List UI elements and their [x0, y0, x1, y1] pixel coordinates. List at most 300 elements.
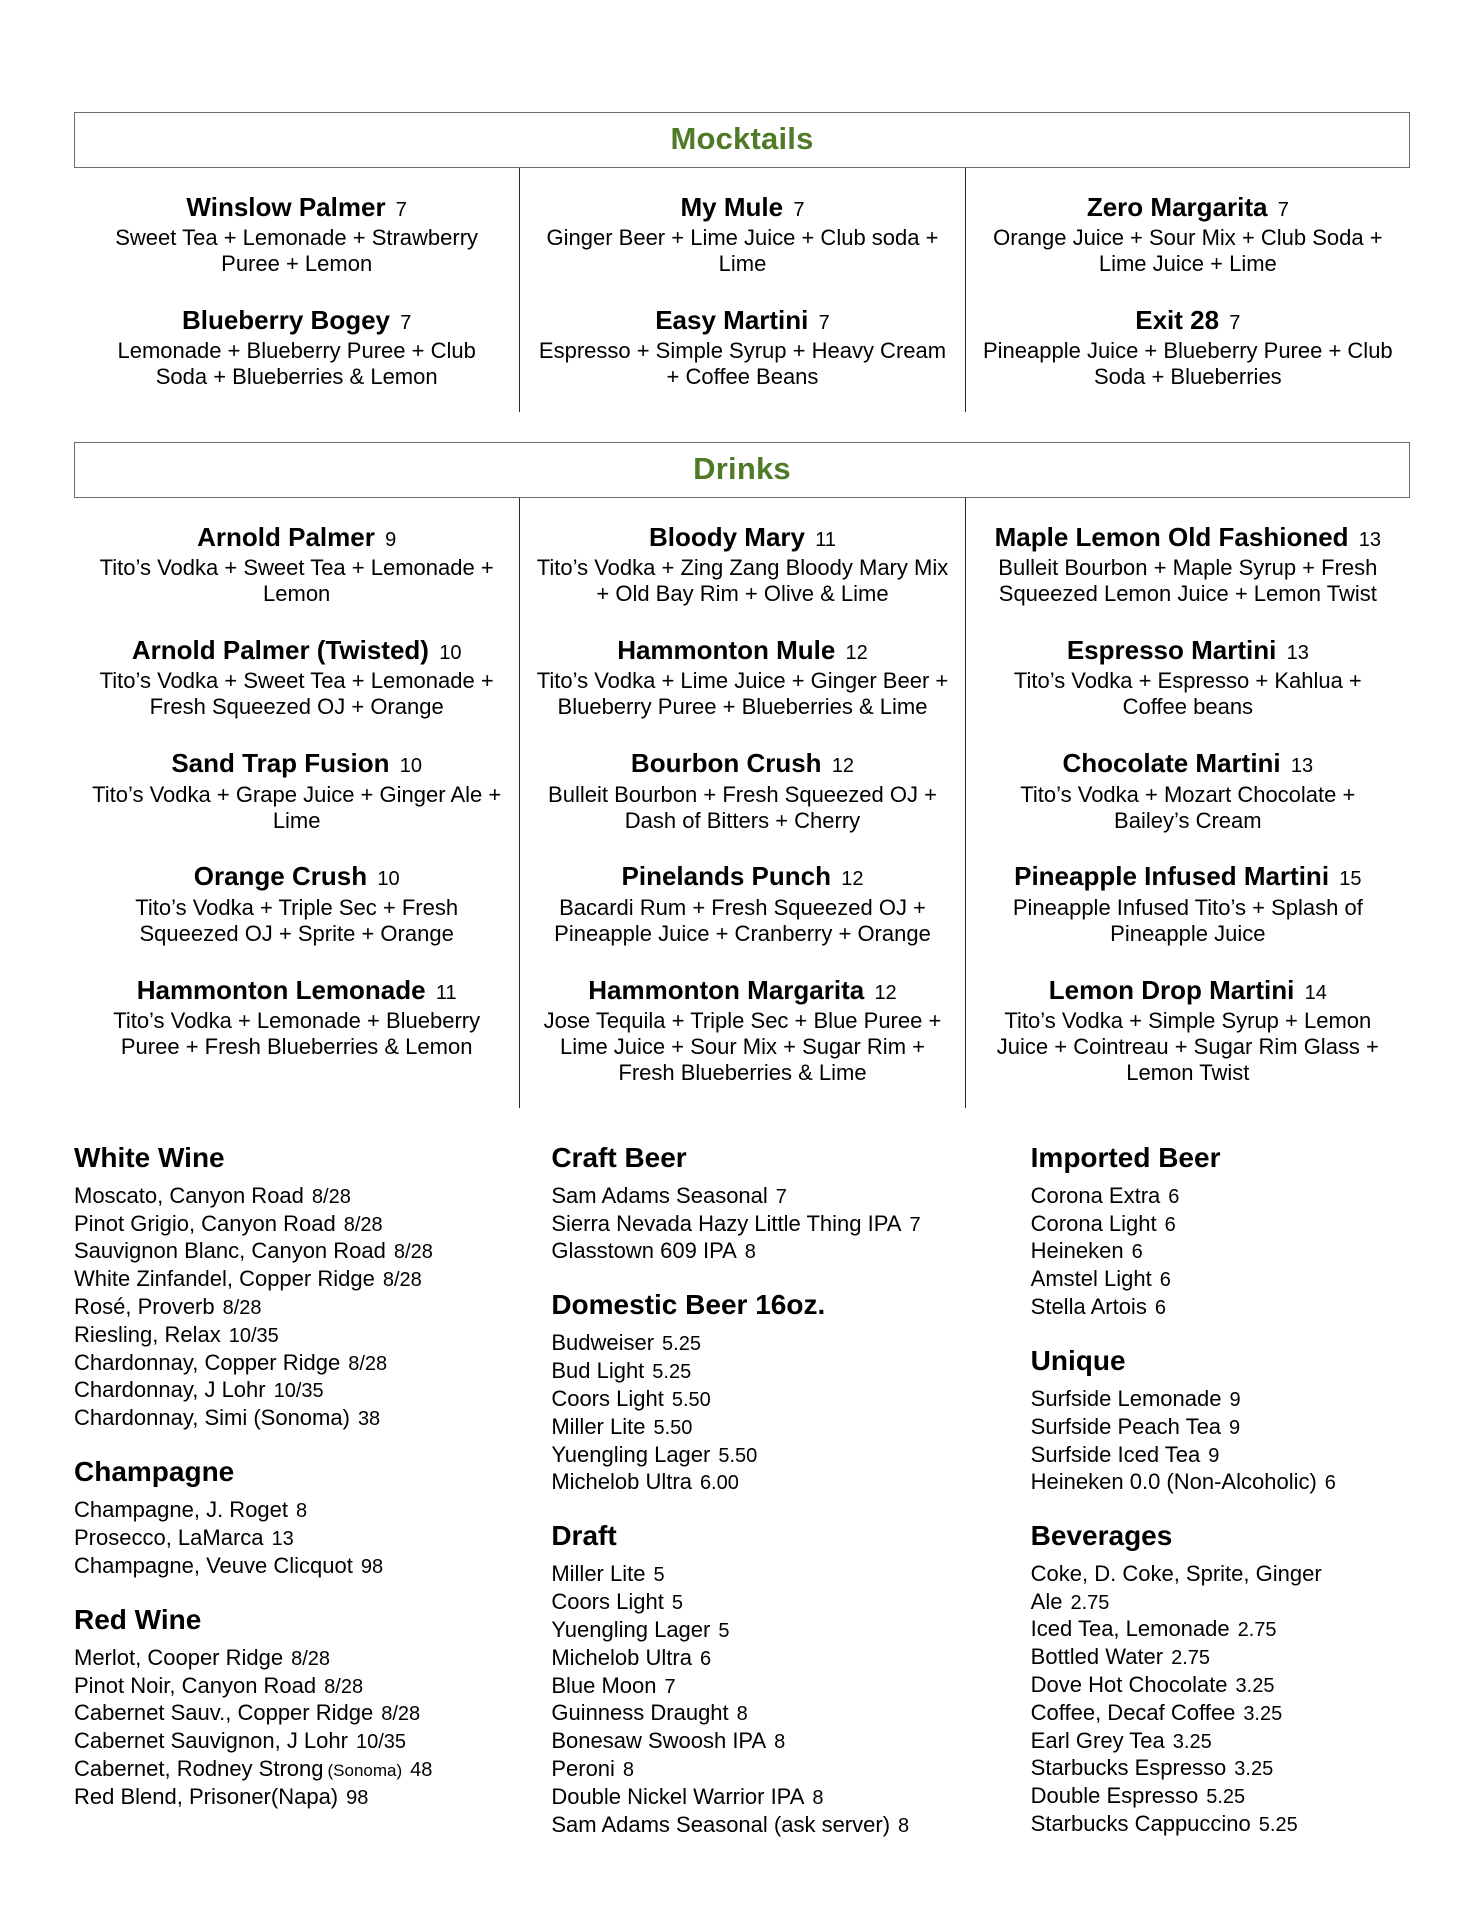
menu-item-winslow-palmer — [90, 192, 503, 277]
list-item-name: Heineken 0.0 (Non-Alcoholic) — [1030, 1469, 1317, 1495]
list-item-name: Merlot, Cooper Ridge — [74, 1644, 284, 1670]
list-item-price: 5 — [718, 1619, 730, 1642]
list-item-name: Chardonnay, Simi (Sonoma) — [74, 1405, 350, 1431]
list-item-bud-light — [551, 1357, 950, 1385]
list-item-name: Corona Extra — [1030, 1182, 1161, 1208]
list-item-michelob-ultra — [551, 1644, 950, 1672]
list-group-champagne — [74, 1456, 505, 1580]
list-item-name: Cabernet, Rodney Strong — [74, 1755, 324, 1781]
list-item-chardonnay-copper-ridge — [74, 1349, 505, 1377]
list-item-red-blend-prisoner-napa — [74, 1783, 505, 1811]
list-item-name: White Zinfandel, Copper Ridge — [74, 1266, 375, 1292]
list-item-name: Bonesaw Swoosh IPA — [551, 1728, 767, 1754]
list-group-unique — [1031, 1345, 1396, 1496]
list-item-heineken-0-0-non-alcoholic — [1031, 1468, 1396, 1496]
list-item-price: 8/28 — [343, 1213, 383, 1236]
list-item-name: Stella Artois — [1030, 1293, 1147, 1319]
list-item-cabernet-sauv-copper-ridge — [74, 1699, 505, 1727]
list-item-champagne-j-roget — [74, 1496, 505, 1524]
list-item-price: 8/28 — [311, 1185, 351, 1208]
list-group-title: Champagne — [74, 1455, 235, 1487]
list-item-price: 7 — [775, 1185, 787, 1208]
list-item-sierra-nevada-hazy-little-thing-ipa — [551, 1210, 950, 1238]
list-item-cabernet-rodney-strong — [74, 1755, 505, 1783]
list-item-yuengling-lager — [551, 1441, 950, 1469]
menu-item-hammonton-mule — [536, 635, 948, 720]
list-item-surfside-iced-tea — [1031, 1441, 1396, 1469]
list-item-white-zinfandel-copper-ridge — [74, 1265, 505, 1293]
list-item-michelob-ultra — [551, 1468, 950, 1496]
list-item-name: Sam Adams Seasonal — [551, 1182, 768, 1208]
menu-item-espresso-martini — [982, 635, 1394, 720]
list-item-name: Iced Tea, Lemonade — [1030, 1616, 1230, 1642]
item-price: 10 — [399, 755, 422, 778]
list-item-name: Blue Moon — [551, 1672, 657, 1698]
list-group-imported-beer — [1031, 1142, 1396, 1321]
list-item-name: Rosé, Proverb — [74, 1293, 215, 1319]
list-item-price: 8/28 — [393, 1241, 433, 1264]
list-item-cabernet-sauvignon-j-lohr — [74, 1727, 505, 1755]
list-item-price: 8 — [736, 1703, 748, 1726]
list-item-pinot-grigio-canyon-road — [74, 1210, 505, 1238]
item-price: 7 — [400, 312, 412, 335]
list-item-blue-moon — [551, 1672, 950, 1700]
item-name: Zero Margarita — [1086, 192, 1268, 222]
list-item-corona-light — [1031, 1210, 1396, 1238]
item-title — [982, 305, 1394, 336]
item-description: Tito’s Vodka + Simple Syrup + Lemon Juice + Cointreau + Sugar Rim Glass + Lemon Twist — [996, 1007, 1379, 1085]
list-group-title: Imported Beer — [1030, 1141, 1221, 1173]
list-item-price: 5.25 — [662, 1333, 701, 1356]
item-price: 13 — [1358, 529, 1382, 552]
item-name: Easy Martini — [655, 305, 809, 336]
list-item-name: Dove Hot Chocolate — [1030, 1672, 1228, 1697]
list-item-name: Surfside Lemonade — [1030, 1385, 1222, 1411]
list-item-earl-grey-tea — [1031, 1727, 1396, 1755]
drinks-columns — [74, 498, 1410, 1107]
list-item-note: (Sonoma) — [327, 1760, 403, 1780]
list-item-double-espresso — [1031, 1782, 1396, 1810]
item-price: 7 — [818, 312, 830, 335]
list-column-3 — [965, 1142, 1410, 1849]
list-column-1 — [74, 1142, 519, 1849]
item-name: Pinelands Punch — [621, 861, 831, 892]
list-item-coors-light — [551, 1385, 950, 1413]
list-item-starbucks-cappuccino — [1031, 1810, 1396, 1838]
item-name: Hammonton Margarita — [588, 974, 865, 1005]
item-title — [536, 305, 948, 336]
list-item-name: Sauvignon Blanc, Canyon Road — [74, 1238, 386, 1264]
list-column-2 — [519, 1142, 964, 1849]
menu-item-pinelands-punch — [536, 861, 948, 946]
list-item-price: 2.75 — [1070, 1591, 1110, 1614]
list-item-dove-hot-chocolate — [1031, 1671, 1396, 1699]
item-description: Orange Juice + Sour Mix + Club Soda + Lime Juice + Lime — [993, 225, 1383, 277]
item-name: Hammonton Lemonade — [136, 974, 426, 1005]
list-item-name: Miller Lite — [551, 1561, 646, 1587]
menu-item-hammonton-margarita — [536, 975, 948, 1086]
drinks-title: Drinks — [693, 451, 791, 487]
item-title — [536, 635, 948, 666]
list-item-price: 5.25 — [1206, 1786, 1246, 1809]
list-group-draft — [551, 1520, 950, 1838]
list-group-domestic-beer-16oz — [551, 1289, 950, 1496]
item-title — [982, 748, 1394, 779]
list-item-name: Guinness Draught — [551, 1700, 729, 1726]
list-item-name: Pinot Grigio, Canyon Road — [74, 1210, 336, 1236]
list-item-price: 9 — [1229, 1416, 1241, 1439]
item-name: My Mule — [680, 192, 784, 222]
drinks-column-3 — [965, 498, 1410, 1107]
item-description: Pineapple Infused Tito’s + Splash of Pineapple Juice — [1012, 894, 1363, 946]
item-name: Bloody Mary — [648, 522, 805, 553]
item-description: Tito’s Vodka + Espresso + Kahlua + Coffee beans — [1013, 668, 1362, 720]
list-item-guinness-draught — [551, 1699, 950, 1727]
menu-item-arnold-palmer — [90, 522, 503, 607]
drinks-column-2 — [519, 498, 964, 1107]
menu-item-lemon-drop-martini — [982, 975, 1394, 1086]
menu-item-orange-crush — [90, 861, 503, 946]
menu-item-maple-lemon-old-fashioned — [982, 522, 1394, 607]
list-item-heineken — [1031, 1237, 1396, 1265]
item-description: Sweet Tea + Lemonade + Strawberry Puree + Lemon — [115, 225, 479, 277]
item-description: Pineapple Juice + Blueberry Puree + Club Soda + Blueberries — [982, 338, 1393, 390]
list-item-corona-extra — [1031, 1182, 1396, 1210]
item-price: 10 — [377, 868, 400, 891]
list-item-amstel-light — [1031, 1265, 1396, 1293]
list-item-price: 5.50 — [671, 1388, 711, 1411]
list-item-name: Budweiser — [551, 1330, 655, 1356]
item-description: Tito’s Vodka + Triple Sec + Fresh Squeezed OJ + Sprite + Orange — [135, 894, 459, 946]
list-item-price: 8/28 — [222, 1296, 262, 1319]
item-description: Tito’s Vodka + Sweet Tea + Lemonade + Lemon — [99, 555, 494, 607]
list-item-name: Coors Light — [551, 1385, 664, 1411]
list-group-title: Domestic Beer 16oz. — [551, 1289, 826, 1321]
menu-item-blueberry-bogey — [90, 305, 503, 390]
mocktails-column-2 — [519, 168, 964, 412]
mocktails-title: Mocktails — [670, 121, 814, 156]
list-item-merlot-cooper-ridge — [74, 1644, 505, 1672]
list-item-name: Amstel Light — [1030, 1266, 1152, 1292]
list-item-name: Moscato, Canyon Road — [74, 1182, 304, 1208]
list-item-price: 7 — [664, 1675, 676, 1698]
list-item-name: Pinot Noir, Canyon Road — [74, 1672, 317, 1698]
list-item-price: 8 — [296, 1500, 308, 1523]
list-group-title: Craft Beer — [551, 1141, 687, 1173]
list-item-coffee-decaf-coffee — [1031, 1699, 1396, 1727]
list-item-price: 8 — [898, 1814, 910, 1837]
list-item-price: 8/28 — [381, 1703, 421, 1726]
list-item-name: Yuengling Lager — [551, 1441, 711, 1467]
list-item-bottled-water — [1031, 1643, 1396, 1671]
list-item-name: Chardonnay, Copper Ridge — [74, 1349, 341, 1375]
list-item-pinot-noir-canyon-road — [74, 1672, 505, 1700]
item-name: Lemon Drop Martini — [1048, 974, 1295, 1005]
list-item-price: 2.75 — [1171, 1647, 1211, 1670]
item-price: 9 — [385, 529, 397, 552]
list-item-price: 6.00 — [699, 1472, 739, 1495]
list-item-name: Michelob Ultra — [551, 1644, 692, 1670]
list-item-name: Peroni — [551, 1755, 615, 1781]
list-group-white-wine — [74, 1142, 505, 1432]
list-item-name: Sierra Nevada Hazy Little Thing IPA — [551, 1210, 902, 1236]
list-item-ros-proverb — [74, 1293, 505, 1321]
list-item-moscato-canyon-road — [74, 1182, 505, 1210]
list-item-price: 48 — [410, 1758, 433, 1781]
mocktails-column-1 — [74, 168, 519, 412]
list-item-name: Bottled Water — [1030, 1644, 1164, 1670]
list-group-craft-beer — [551, 1142, 950, 1266]
list-item-double-nickel-warrior-ipa — [551, 1783, 950, 1811]
item-title — [982, 635, 1394, 666]
bottom-lists — [74, 1142, 1410, 1849]
item-description: Ginger Beer + Lime Juice + Club soda + Lime — [546, 225, 939, 277]
list-item-price: 5 — [653, 1564, 665, 1587]
list-item-bonesaw-swoosh-ipa — [551, 1727, 950, 1755]
list-group-title: Red Wine — [74, 1603, 202, 1635]
list-item-price: 2.75 — [1237, 1619, 1277, 1642]
mocktails-section — [74, 112, 1410, 412]
drinks-section — [74, 442, 1410, 1107]
mocktails-column-3 — [965, 168, 1410, 412]
item-description: Tito’s Vodka + Lemonade + Blueberry Puree + Fresh Blueberries & Lemon — [113, 1007, 481, 1059]
list-item-price: 13 — [271, 1527, 294, 1550]
menu-item-zero-margarita — [982, 192, 1394, 277]
list-item-coke-d-coke-sprite-ginger-ale — [1031, 1560, 1396, 1615]
list-item-price: 6 — [1164, 1213, 1176, 1236]
item-price: 7 — [1229, 312, 1241, 335]
list-item-surfside-lemonade — [1031, 1385, 1396, 1413]
list-item-price: 98 — [360, 1555, 384, 1578]
list-item-miller-lite — [551, 1413, 950, 1441]
list-item-prosecco-lamarca — [74, 1524, 505, 1552]
list-item-name: Bud Light — [551, 1358, 645, 1384]
item-title — [536, 975, 948, 1006]
list-item-name: Starbucks Espresso — [1030, 1755, 1227, 1781]
list-item-chardonnay-j-lohr — [74, 1376, 505, 1404]
menu-item-easy-martini — [536, 305, 948, 390]
list-item-peroni — [551, 1755, 950, 1783]
item-price: 7 — [1277, 199, 1289, 221]
item-name: Arnold Palmer (Twisted) — [131, 635, 429, 666]
item-title — [982, 192, 1394, 223]
item-description: Lemonade + Blueberry Puree + Club Soda + Blueberries & Lemon — [117, 338, 476, 390]
list-item-surfside-peach-tea — [1031, 1413, 1396, 1441]
menu-item-exit-28 — [982, 305, 1394, 390]
list-item-name: Champagne, Veuve Clicquot — [74, 1552, 353, 1578]
list-item-yuengling-lager — [551, 1616, 950, 1644]
list-item-sauvignon-blanc-canyon-road — [74, 1237, 505, 1265]
item-description: Bulleit Bourbon + Fresh Squeezed OJ + Dash of Bitters + Cherry — [548, 781, 937, 833]
list-item-name: Heineken — [1030, 1238, 1124, 1264]
menu-item-hammonton-lemonade — [90, 975, 503, 1060]
mocktails-header-box — [74, 112, 1410, 168]
list-group-red-wine — [74, 1604, 505, 1811]
menu-item-sand-trap-fusion — [90, 748, 503, 833]
list-item-name: Glasstown 609 IPA — [551, 1238, 737, 1264]
item-description: Tito’s Vodka + Zing Zang Bloody Mary Mix + Old Bay Rim + Olive & Lime — [536, 555, 949, 607]
list-item-price: 8 — [812, 1786, 824, 1809]
list-item-price: 3.25 — [1234, 1758, 1274, 1781]
item-title — [536, 192, 948, 223]
menu-item-pineapple-infused-martini — [982, 861, 1394, 946]
item-title — [90, 861, 503, 892]
item-price: 7 — [793, 199, 805, 221]
item-name: Hammonton Mule — [617, 635, 836, 666]
list-item-price: 8 — [622, 1758, 635, 1781]
item-title — [982, 522, 1394, 553]
list-item-price: 8/28 — [324, 1675, 364, 1698]
list-item-price: 6 — [1159, 1269, 1171, 1292]
list-item-price: 98 — [346, 1786, 369, 1809]
list-item-price: 9 — [1208, 1444, 1220, 1467]
list-item-price: 7 — [909, 1213, 921, 1236]
item-description: Espresso + Simple Syrup + Heavy Cream + Coffee Beans — [538, 338, 947, 390]
item-name: Arnold Palmer — [197, 522, 375, 553]
list-item-iced-tea-lemonade — [1031, 1615, 1396, 1643]
item-name: Blueberry Bogey — [181, 305, 391, 336]
list-item-name: Surfside Peach Tea — [1030, 1413, 1222, 1439]
list-item-price: 6 — [1154, 1296, 1166, 1319]
item-description: Tito’s Vodka + Lime Juice + Ginger Beer + Blueberry Puree + Blueberries & Lime — [536, 668, 949, 720]
item-name: Pineapple Infused Martini — [1014, 861, 1330, 892]
list-item-chardonnay-simi-sonoma — [74, 1404, 505, 1432]
list-item-sam-adams-seasonal — [551, 1182, 950, 1210]
item-name: Orange Crush — [193, 861, 368, 892]
mocktails-columns — [74, 168, 1410, 412]
list-item-glasstown-609-ipa — [551, 1237, 950, 1265]
list-item-price: 5.25 — [652, 1361, 692, 1384]
menu-item-chocolate-martini — [982, 748, 1394, 833]
list-item-riesling-relax — [74, 1321, 505, 1349]
list-item-name: Prosecco, LaMarca — [74, 1524, 264, 1550]
item-name: Exit 28 — [1135, 305, 1220, 336]
list-item-price: 3.25 — [1243, 1702, 1283, 1725]
list-item-price: 5.50 — [718, 1444, 758, 1467]
item-title — [90, 192, 503, 223]
item-title — [90, 522, 503, 553]
list-item-price: 6 — [1131, 1241, 1143, 1264]
list-item-price: 5.50 — [653, 1416, 693, 1439]
list-item-price: 9 — [1229, 1388, 1241, 1411]
list-item-name: Cabernet Sauvignon, J Lohr — [74, 1728, 348, 1754]
menu-item-bourbon-crush — [536, 748, 948, 833]
item-price: 12 — [841, 868, 864, 891]
menu-item-arnold-palmer-twisted — [90, 635, 503, 720]
item-price: 12 — [831, 755, 855, 778]
list-item-name: Riesling, Relax — [74, 1321, 221, 1347]
list-item-price: 38 — [357, 1408, 381, 1431]
list-group-title: Beverages — [1030, 1520, 1173, 1552]
item-name: Chocolate Martini — [1062, 748, 1281, 779]
list-item-name: Miller Lite — [551, 1413, 646, 1439]
item-price: 7 — [395, 199, 407, 221]
item-title — [982, 861, 1394, 892]
list-item-price: 6 — [1168, 1185, 1180, 1208]
item-name: Bourbon Crush — [630, 748, 822, 779]
item-name: Espresso Martini — [1066, 635, 1277, 666]
menu-item-my-mule — [536, 192, 948, 277]
list-item-name: Coors Light — [551, 1589, 664, 1615]
list-item-price: 10/35 — [355, 1731, 407, 1754]
item-title — [982, 975, 1394, 1006]
list-item-name: Earl Grey Tea — [1030, 1727, 1165, 1753]
list-item-price: 5 — [671, 1592, 683, 1615]
item-title — [536, 748, 948, 779]
item-price: 10 — [439, 642, 462, 665]
list-item-name: Chardonnay, J Lohr — [74, 1377, 266, 1403]
list-item-price: 8 — [774, 1731, 786, 1754]
item-title — [90, 635, 503, 666]
list-item-price: 10/35 — [228, 1324, 279, 1347]
item-price: 14 — [1304, 981, 1327, 1004]
list-item-name: Surfside Iced Tea — [1030, 1441, 1201, 1467]
item-title — [90, 305, 503, 336]
item-description: Bacardi Rum + Fresh Squeezed OJ + Pineapple Juice + Cranberry + Orange — [554, 894, 931, 946]
item-price: 11 — [815, 529, 836, 552]
list-item-name: Coffee, Decaf Coffee — [1030, 1699, 1236, 1725]
list-item-starbucks-espresso — [1031, 1754, 1396, 1782]
list-item-price: 6 — [1324, 1472, 1336, 1495]
list-group-title: Draft — [551, 1520, 617, 1552]
list-item-price: 10/35 — [273, 1380, 324, 1403]
list-item-name: Champagne, J. Roget — [74, 1497, 289, 1523]
item-price: 13 — [1290, 755, 1314, 778]
list-item-price: 3.25 — [1235, 1675, 1275, 1697]
item-price: 11 — [435, 981, 457, 1004]
item-name: Winslow Palmer — [186, 192, 386, 222]
list-item-name: Sam Adams Seasonal (ask server) — [551, 1811, 891, 1837]
list-item-stella-artois — [1031, 1293, 1396, 1321]
list-item-name: Coke, D. Coke, Sprite, Ginger Ale — [1030, 1561, 1322, 1614]
list-item-price: 8/28 — [291, 1647, 331, 1670]
item-price: 12 — [874, 981, 897, 1004]
item-description: Bulleit Bourbon + Maple Syrup + Fresh Squeezed Lemon Juice + Lemon Twist — [998, 555, 1378, 607]
item-description: Tito’s Vodka + Mozart Chocolate + Bailey’s Cream — [1020, 781, 1356, 833]
list-item-price: 3.25 — [1172, 1730, 1212, 1753]
list-item-price: 8/28 — [348, 1352, 388, 1375]
list-item-price: 6 — [699, 1647, 712, 1670]
list-item-name: Yuengling Lager — [551, 1616, 711, 1642]
list-item-name: Double Espresso — [1030, 1783, 1199, 1809]
item-name: Sand Trap Fusion — [171, 748, 390, 779]
item-price: 12 — [845, 642, 868, 665]
list-item-name: Double Nickel Warrior IPA — [551, 1783, 805, 1809]
item-title — [536, 522, 948, 553]
list-item-miller-lite — [551, 1560, 950, 1588]
drinks-column-1 — [74, 498, 519, 1107]
item-price: 13 — [1286, 642, 1309, 665]
list-item-price: 8/28 — [382, 1269, 422, 1292]
list-group-title: White Wine — [74, 1141, 225, 1173]
item-title — [90, 748, 503, 779]
list-item-price: 5.25 — [1258, 1813, 1298, 1836]
item-title — [536, 861, 948, 892]
list-item-name: Michelob Ultra — [551, 1469, 692, 1495]
drinks-header-box — [74, 442, 1410, 498]
list-item-name: Corona Light — [1030, 1210, 1157, 1236]
item-description: Tito’s Vodka + Sweet Tea + Lemonade + Fresh Squeezed OJ + Orange — [99, 668, 494, 720]
item-name: Maple Lemon Old Fashioned — [994, 522, 1349, 553]
list-item-champagne-veuve-clicquot — [74, 1552, 505, 1580]
list-group-beverages — [1031, 1520, 1396, 1838]
item-description: Tito’s Vodka + Grape Juice + Ginger Ale + Lime — [92, 781, 502, 833]
list-group-title: Unique — [1030, 1344, 1126, 1376]
item-description: Jose Tequila + Triple Sec + Blue Puree + Lime Juice + Sour Mix + Sugar Rim + Fresh Blueberries & Lime — [543, 1007, 942, 1085]
list-item-budweiser — [551, 1329, 950, 1357]
list-item-name: Starbucks Cappuccino — [1030, 1810, 1251, 1836]
list-item-price: 8 — [744, 1241, 756, 1264]
